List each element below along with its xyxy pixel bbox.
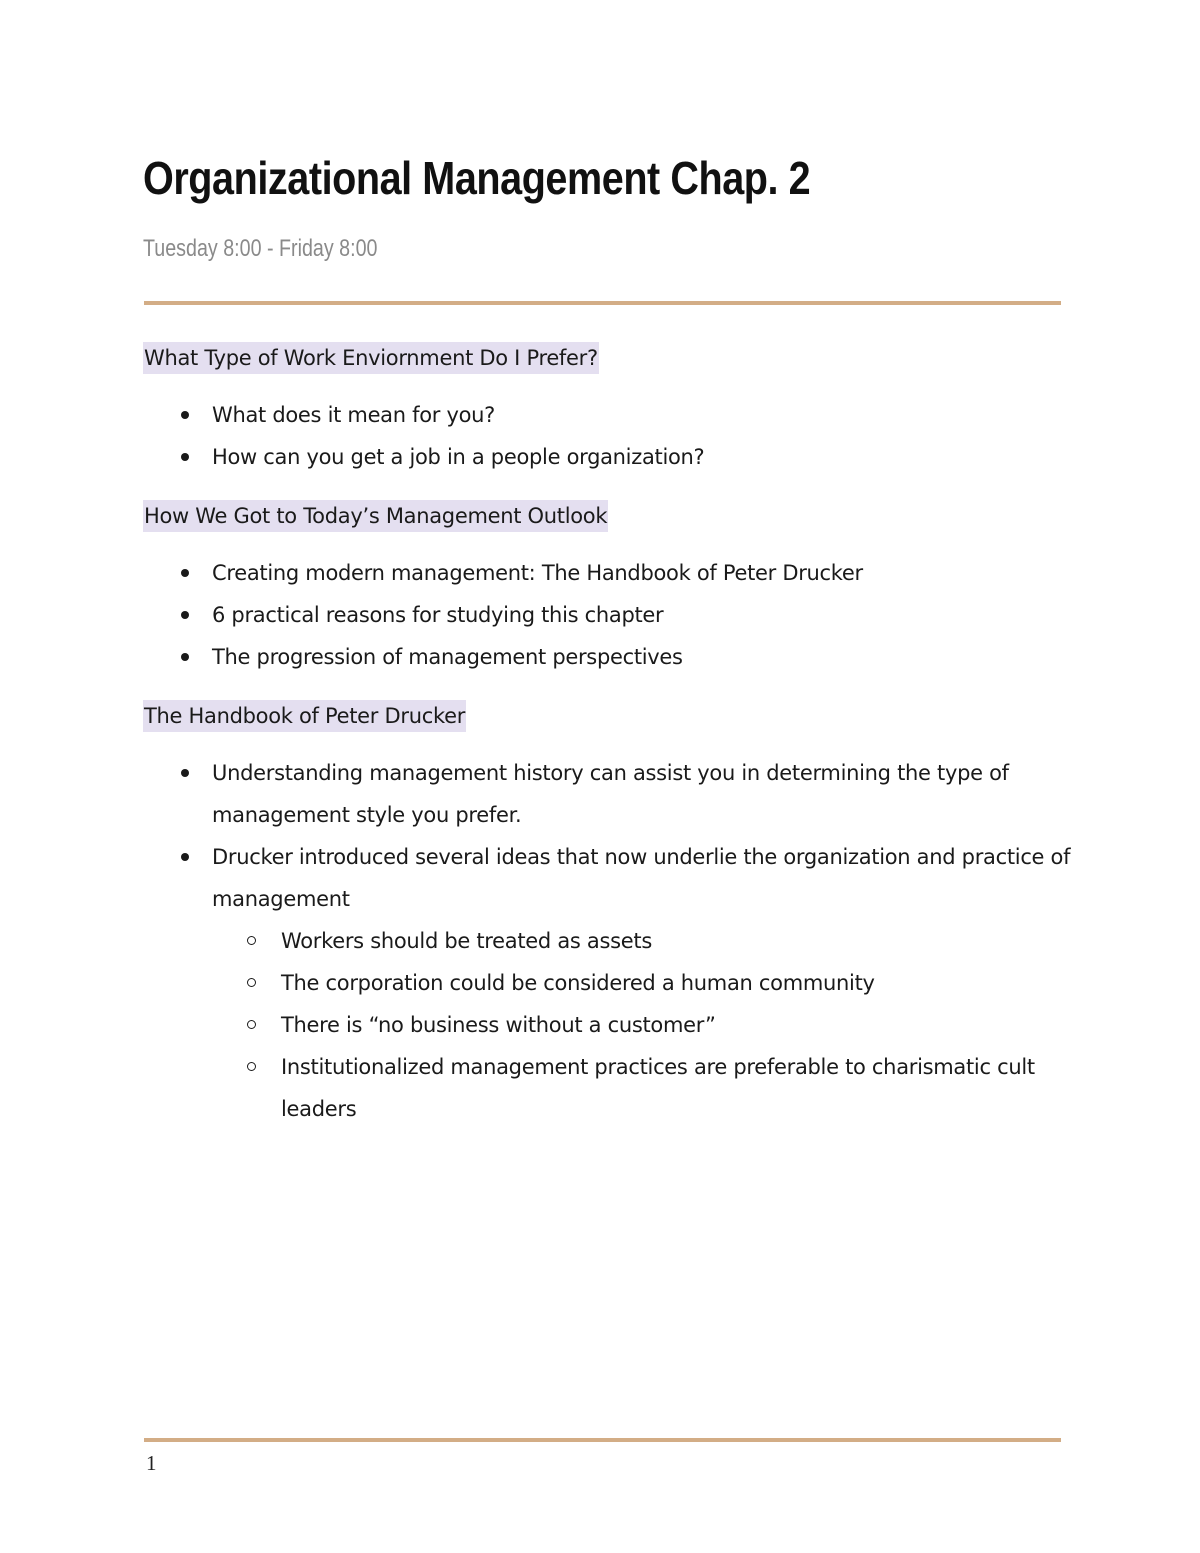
section-1-bullet-list bbox=[143, 394, 1073, 478]
bullet-dot-icon bbox=[181, 853, 189, 861]
list-item-text: How can you get a job in a people organization? bbox=[212, 445, 705, 469]
section-2 bbox=[143, 500, 1073, 536]
page-number: 1 bbox=[146, 1451, 157, 1475]
bullet-dot-icon bbox=[181, 653, 189, 661]
bullet-circle-icon bbox=[247, 1020, 256, 1029]
sub-list-item-text: The corporation could be considered a human community bbox=[281, 971, 875, 995]
bullet-dot-icon bbox=[181, 769, 189, 777]
section-3 bbox=[143, 700, 1073, 736]
top-divider bbox=[144, 301, 1061, 305]
section-heading: What Type of Work Enviornment Do I Prefer? bbox=[143, 342, 599, 374]
section-heading: How We Got to Today’s Management Outlook bbox=[143, 500, 608, 532]
section-1 bbox=[143, 342, 1073, 378]
list-item-text: 6 practical reasons for studying this chapter bbox=[212, 603, 664, 627]
section-heading: The Handbook of Peter Drucker bbox=[143, 700, 466, 732]
sub-list-item-text: Institutionalized management practices are preferable to charismatic cult leaders bbox=[281, 1055, 1035, 1121]
list-item-text: The progression of management perspectives bbox=[212, 645, 683, 669]
bullet-dot-icon bbox=[181, 453, 189, 461]
bullet-circle-icon bbox=[247, 936, 256, 945]
list-item bbox=[143, 552, 1073, 594]
list-item bbox=[143, 394, 1073, 436]
sub-list-item bbox=[210, 920, 1073, 962]
list-item bbox=[143, 752, 1073, 836]
bullet-circle-icon bbox=[247, 978, 256, 987]
list-item-text: Creating modern management: The Handbook of Peter Drucker bbox=[212, 561, 863, 585]
page-subtitle: Tuesday 8:00 - Friday 8:00 bbox=[143, 235, 378, 262]
bullet-dot-icon bbox=[181, 411, 189, 419]
list-item bbox=[143, 594, 1073, 636]
section-3-bullet-list bbox=[143, 752, 1073, 1130]
list-item-text: Drucker introduced several ideas that now underlie the organization and practice of management bbox=[212, 845, 1071, 911]
sub-list-item-text: There is “no business without a customer” bbox=[281, 1013, 716, 1037]
list-item bbox=[143, 836, 1073, 1130]
section-2-bullet-list bbox=[143, 552, 1073, 678]
sub-list-item-text: Workers should be treated as assets bbox=[281, 929, 652, 953]
list-item bbox=[143, 436, 1073, 478]
bullet-dot-icon bbox=[181, 569, 189, 577]
bullet-dot-icon bbox=[181, 611, 189, 619]
page-title: Organizational Management Chap. 2 bbox=[143, 152, 811, 204]
bullet-circle-icon bbox=[247, 1062, 256, 1071]
sub-bullet-list bbox=[212, 920, 1073, 1130]
list-item-text: What does it mean for you? bbox=[212, 403, 496, 427]
list-item-text: Understanding management history can assist you in determining the type of management style you prefer. bbox=[212, 761, 1009, 827]
document-body bbox=[143, 342, 1073, 1152]
sub-list-item bbox=[210, 962, 1073, 1004]
sub-list-item bbox=[210, 1046, 1073, 1130]
sub-list-item bbox=[210, 1004, 1073, 1046]
footer-divider bbox=[144, 1438, 1061, 1442]
list-item bbox=[143, 636, 1073, 678]
